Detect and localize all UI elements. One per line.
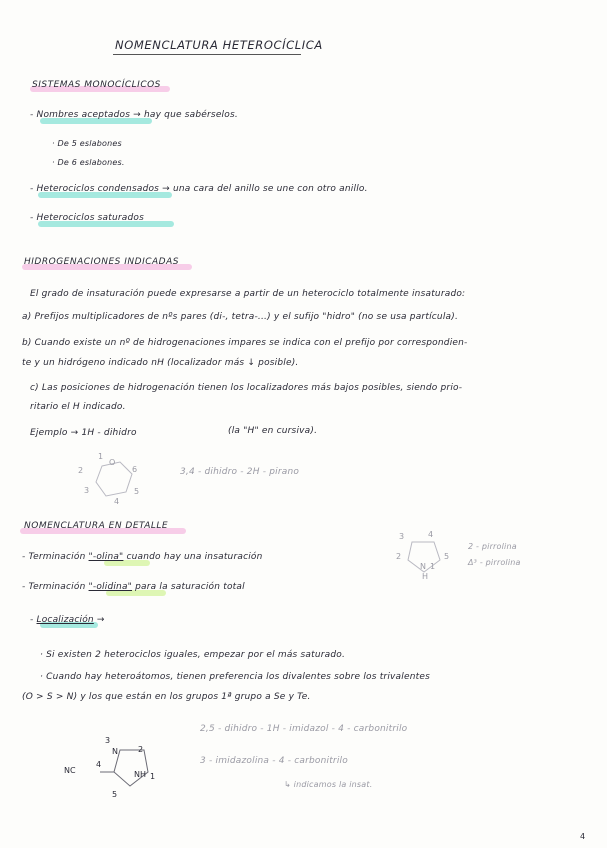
item-b-line2: te y un hidrógeno indicado nH (localizador más ↓ posible). [22, 358, 299, 368]
localizacion-heading: - Localización → [30, 615, 105, 625]
section-heading-hidrogenaciones: HIDROGENACIONES INDICADAS [24, 257, 179, 267]
item-b-line1: b) Cuando existe un nº de hidrogenaciones impares se indica con el prefijo por correspondien- [22, 338, 468, 348]
pyr-num-4: 4 [428, 530, 434, 539]
example-name-pirano: 3,4 - dihidro - 2H - pirano [180, 467, 300, 477]
bullet-saturados: - Heterociclos saturados [30, 213, 145, 223]
example-note-insaturacion: ↳ indicamos la insat. [284, 780, 373, 789]
pyr-num-3: 3 [399, 532, 405, 541]
pyr-num-1: 1 [430, 562, 436, 571]
terminacion-olidina: - Terminación "-olidina" para la saturación total [22, 582, 245, 592]
pyran-O: O [109, 458, 116, 467]
pyr-N: N [420, 562, 426, 571]
example-note: (la "H" en cursiva). [228, 426, 318, 436]
paragraph-insaturacion: El grado de insaturación puede expresarse a partir de un heterociclo totalmente insaturado: [30, 289, 466, 299]
sub-bullet-5: · De 5 eslabones [52, 139, 122, 148]
page-mark: 4 [580, 832, 586, 841]
terminacion-olina: - Terminación "-olina" cuando hay una insaturación [22, 552, 263, 562]
sub-bullet-6: · De 6 eslabones. [52, 158, 125, 167]
section-heading-monociclicos: SISTEMAS MONOCÍCLICOS [32, 80, 161, 90]
item-c-line1: c) Las posiciones de hidrogenación tienen los localizadores más bajos posibles, siendo prio- [30, 383, 463, 393]
example-label: Ejemplo → 1H - dihidro [30, 428, 137, 438]
section-heading-detalle: NOMENCLATURA EN DETALLE [24, 521, 169, 531]
imid-num-3: 3 [105, 736, 111, 745]
bullet-condensados: - Heterociclos condensados → una cara del anillo se une con otro anillo. [30, 184, 368, 194]
pyr-num-2: 2 [396, 552, 402, 561]
imid-num-2: 2 [138, 745, 144, 754]
example-name-imidazolina: 3 - imidazolina - 4 - carbonitrilo [200, 756, 348, 766]
pyr-H: H [422, 572, 429, 581]
bullet-nombres-aceptados: - Nombres aceptados → hay que sabérselos. [30, 110, 238, 120]
pyrroline-name-2: Δ³ - pirrolina [468, 558, 521, 567]
imid-N: N [112, 747, 118, 756]
ring-num-1: 1 [98, 452, 104, 461]
imid-num-4: 4 [96, 760, 102, 769]
example-name-imidazol: 2,5 - dihidro - 1H - imidazol - 4 - carbonitrilo [200, 724, 408, 734]
ring-num-4: 4 [114, 497, 120, 506]
imid-NH: NH [134, 770, 146, 779]
ring-num-6: 6 [132, 465, 138, 474]
ring-num-3: 3 [84, 486, 90, 495]
title-underline [113, 54, 301, 55]
ring-num-5: 5 [134, 487, 140, 496]
item-a: a) Prefijos multiplicadores de nºs pares (di-, tetra-...) y el sufijo "hidro" (no se usa partícula). [22, 312, 459, 322]
imid-num-1: 1 [150, 772, 156, 781]
rule-heterociclos-iguales: · Si existen 2 heterociclos iguales, empezar por el más saturado. [40, 650, 346, 660]
imid-num-5: 5 [112, 790, 118, 799]
rule-heteroatomos-line2: (O > S > N) y los que están en los grupos 1ª grupo a Se y Te. [22, 692, 311, 702]
ring-num-2: 2 [78, 466, 84, 475]
page-title: NOMENCLATURA HETEROCÍCLICA [115, 38, 323, 52]
rule-heteroatomos-line1: · Cuando hay heteroátomos, tienen preferencia los divalentes sobre los trivalentes [40, 672, 430, 682]
pyrroline-name-1: 2 - pirrolina [468, 542, 517, 551]
pyr-num-5: 5 [444, 552, 450, 561]
imid-NC: NC [64, 766, 76, 775]
item-c-line2: ritario el H indicado. [30, 402, 126, 412]
